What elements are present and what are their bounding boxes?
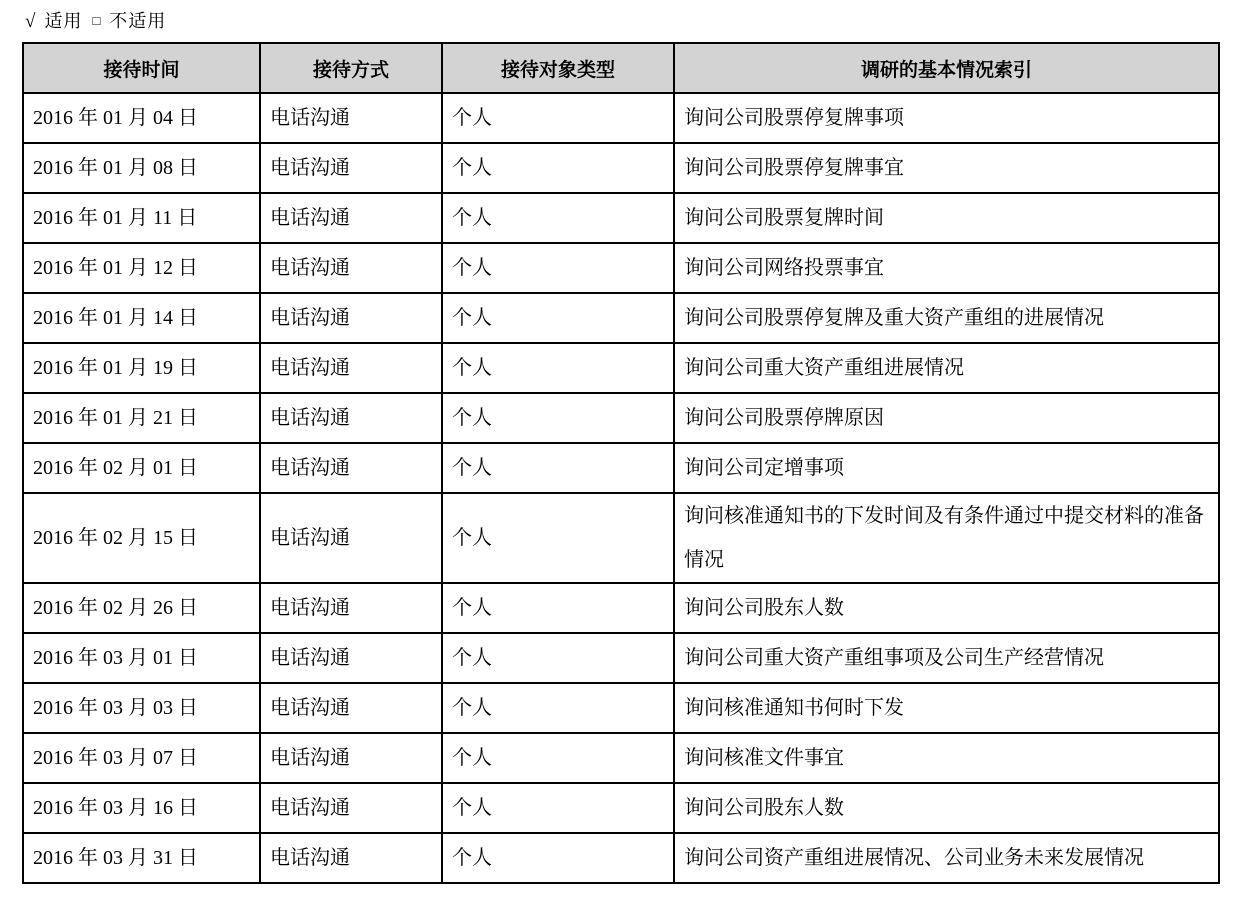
- reception-date-cell: 2016 年 02 月 15 日: [23, 493, 260, 583]
- table-row: [23, 393, 1219, 443]
- table-row: [23, 343, 1219, 393]
- column-header-reception-time: 接待时间: [23, 43, 260, 93]
- reception-date-cell: 2016 年 03 月 03 日: [23, 683, 260, 733]
- reception-type-cell: 个人: [442, 443, 674, 493]
- inquiry-topic-cell: 询问公司股票停复牌及重大资产重组的进展情况: [674, 293, 1219, 343]
- table-row: [23, 243, 1219, 293]
- reception-method-cell: 电话沟通: [260, 783, 442, 833]
- reception-method-cell: 电话沟通: [260, 493, 442, 583]
- inquiry-topic-cell: 询问公司股票停复牌事项: [674, 93, 1219, 143]
- inquiry-topic-cell: 询问公司股东人数: [674, 783, 1219, 833]
- reception-method-cell: 电话沟通: [260, 293, 442, 343]
- checkbox-icon: □: [92, 13, 102, 28]
- table-row: [23, 493, 1219, 583]
- inquiry-topic-cell: 询问公司资产重组进展情况、公司业务未来发展情况: [674, 833, 1219, 883]
- reception-method-cell: 电话沟通: [260, 583, 442, 633]
- column-header-reception-method: 接待方式: [260, 43, 442, 93]
- reception-type-cell: 个人: [442, 833, 674, 883]
- table-row: [23, 93, 1219, 143]
- column-header-inquiry-topic: 调研的基本情况索引: [674, 43, 1219, 93]
- reception-method-cell: 电话沟通: [260, 193, 442, 243]
- reception-date-cell: 2016 年 01 月 12 日: [23, 243, 260, 293]
- table-row: [23, 633, 1219, 683]
- reception-records-table: [22, 42, 1220, 884]
- reception-method-cell: 电话沟通: [260, 343, 442, 393]
- reception-type-cell: 个人: [442, 633, 674, 683]
- reception-method-cell: 电话沟通: [260, 833, 442, 883]
- reception-date-cell: 2016 年 01 月 04 日: [23, 93, 260, 143]
- inquiry-topic-cell: 询问核准通知书的下发时间及有条件通过中提交材料的准备情况: [674, 493, 1219, 583]
- reception-type-cell: 个人: [442, 683, 674, 733]
- reception-date-cell: 2016 年 02 月 26 日: [23, 583, 260, 633]
- inquiry-topic-cell: 询问公司股票停复牌事宜: [674, 143, 1219, 193]
- reception-type-cell: 个人: [442, 343, 674, 393]
- table-row: [23, 193, 1219, 243]
- column-header-reception-type: 接待对象类型: [442, 43, 674, 93]
- reception-method-cell: 电话沟通: [260, 443, 442, 493]
- reception-date-cell: 2016 年 03 月 16 日: [23, 783, 260, 833]
- reception-type-cell: 个人: [442, 583, 674, 633]
- table-row: [23, 293, 1219, 343]
- reception-method-cell: 电话沟通: [260, 143, 442, 193]
- table-row: [23, 443, 1219, 493]
- inquiry-topic-cell: 询问公司网络投票事宜: [674, 243, 1219, 293]
- reception-type-cell: 个人: [442, 143, 674, 193]
- table-row: [23, 783, 1219, 833]
- inquiry-topic-cell: 询问公司股票停牌原因: [674, 393, 1219, 443]
- reception-type-cell: 个人: [442, 733, 674, 783]
- reception-method-cell: 电话沟通: [260, 243, 442, 293]
- table-header-row: [23, 43, 1219, 93]
- reception-method-cell: 电话沟通: [260, 733, 442, 783]
- reception-type-cell: 个人: [442, 493, 674, 583]
- reception-method-cell: 电话沟通: [260, 683, 442, 733]
- table-row: [23, 733, 1219, 783]
- reception-type-cell: 个人: [442, 193, 674, 243]
- reception-type-cell: 个人: [442, 783, 674, 833]
- inquiry-topic-cell: 询问公司重大资产重组进展情况: [674, 343, 1219, 393]
- table-row: [23, 683, 1219, 733]
- inquiry-topic-cell: 询问公司重大资产重组事项及公司生产经营情况: [674, 633, 1219, 683]
- inquiry-topic-cell: 询问核准文件事宜: [674, 733, 1219, 783]
- inquiry-topic-cell: 询问核准通知书何时下发: [674, 683, 1219, 733]
- reception-method-cell: 电话沟通: [260, 93, 442, 143]
- not-applicable-label: 不适用: [109, 11, 167, 31]
- reception-type-cell: 个人: [442, 293, 674, 343]
- inquiry-topic-cell: 询问公司定增事项: [674, 443, 1219, 493]
- table-row: [23, 833, 1219, 883]
- reception-date-cell: 2016 年 01 月 21 日: [23, 393, 260, 443]
- applicable-label: 适用: [44, 11, 83, 31]
- reception-date-cell: 2016 年 01 月 19 日: [23, 343, 260, 393]
- table-row: [23, 583, 1219, 633]
- reception-method-cell: 电话沟通: [260, 633, 442, 683]
- reception-date-cell: 2016 年 01 月 14 日: [23, 293, 260, 343]
- inquiry-topic-cell: 询问公司股票复牌时间: [674, 193, 1219, 243]
- check-mark-icon: √: [25, 11, 37, 32]
- reception-type-cell: 个人: [442, 393, 674, 443]
- reception-date-cell: 2016 年 03 月 01 日: [23, 633, 260, 683]
- reception-type-cell: 个人: [442, 243, 674, 293]
- reception-date-cell: 2016 年 01 月 11 日: [23, 193, 260, 243]
- reception-type-cell: 个人: [442, 93, 674, 143]
- reception-date-cell: 2016 年 02 月 01 日: [23, 443, 260, 493]
- reception-date-cell: 2016 年 03 月 07 日: [23, 733, 260, 783]
- table-row: [23, 143, 1219, 193]
- reception-method-cell: 电话沟通: [260, 393, 442, 443]
- reception-date-cell: 2016 年 01 月 08 日: [23, 143, 260, 193]
- inquiry-topic-cell: 询问公司股东人数: [674, 583, 1219, 633]
- reception-date-cell: 2016 年 03 月 31 日: [23, 833, 260, 883]
- applicability-statement: [25, 8, 1250, 36]
